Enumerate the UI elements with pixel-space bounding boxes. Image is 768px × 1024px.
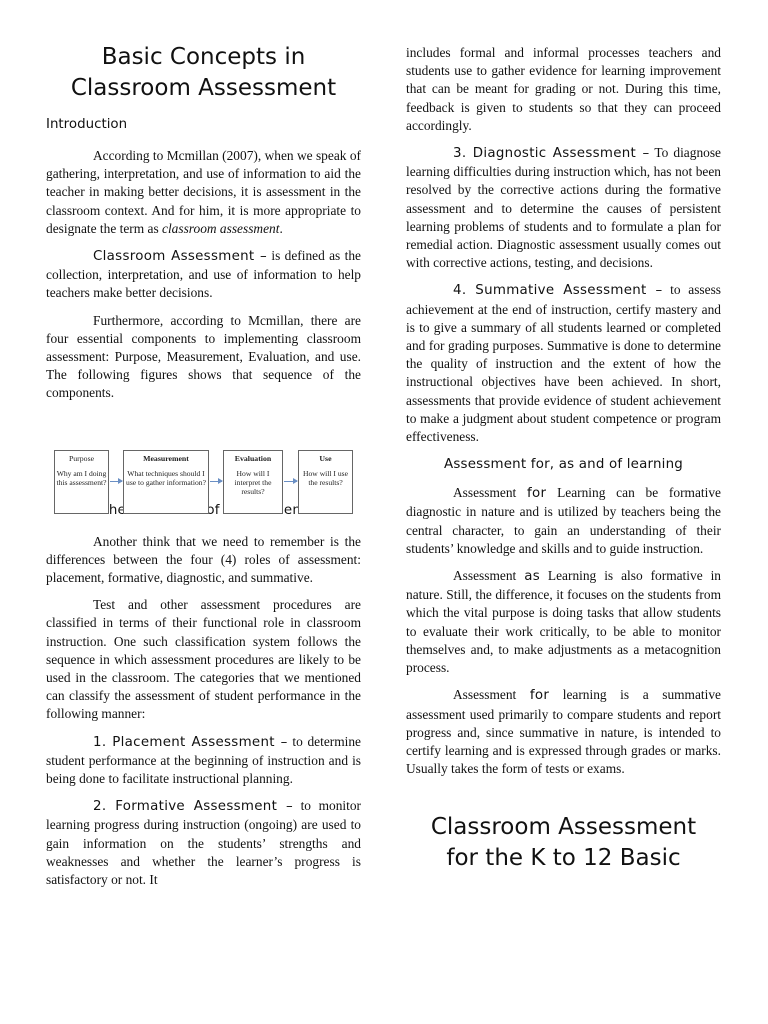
figure-box-measurement xyxy=(123,450,209,514)
formative-term: 2. Formative Assessment – xyxy=(93,799,293,815)
left-column xyxy=(46,0,361,889)
page-title-line2: Classroom Assessment xyxy=(70,75,337,101)
afl-keyword: for xyxy=(527,486,547,502)
classification-paragraph: Test and other assessment procedures are classified in terms of their functional role in classroom instruction. One such classification system follows the sequence in which assessment procedures are likely to be used in the classroom. The categories that we mentioned can classify the assessment of student performance in the following manner: xyxy=(46,597,361,722)
figure-box-text: Why am I doing this assessment? xyxy=(56,469,107,487)
intro-text: According to Mcmillan (2007), when we speak of gathering, interpretation, and use of information to aid the teacher in making better decisions, it is assessment in the classroom context. And for him, it is more appropriate to designate the term as xyxy=(46,148,361,236)
components-paragraph: Furthermore, according to Mcmillan, there are four essential components to implementing classroom assessment: Purpose, Measurement, Evaluation, and use. The following figures shows that sequence of the components. xyxy=(46,312,361,401)
section-title-line2: for the K to 12 Basic xyxy=(446,845,681,872)
assessment-for-as-of-heading: Assessment for, as and of learning xyxy=(444,457,683,473)
aol-lead: Assessment xyxy=(453,687,530,703)
diagnostic-text: To diagnose learning difficulties during instruction which, has not been resolved by the corrective actions during the formative assessment and to determine the causes of persistent learning problems of students and to formulate a plan for remedial action. Diagnostic assessment usually comes out with corrective actions, testing, and decisions. xyxy=(406,145,721,271)
four-roles-heading: The of xyxy=(100,502,220,518)
formative-continued: includes formal and informal processes teachers and students use to gather evidence for learning improvement that can be meant for grading or not. During this time, feedback is given to students so that they can proceed accordingly. xyxy=(406,45,721,133)
assessment-as-learning-paragraph xyxy=(406,567,721,677)
arrow-right-icon xyxy=(210,481,222,482)
summative-assessment-item xyxy=(406,281,721,446)
aal-keyword: as xyxy=(524,569,540,585)
figure-box-purpose xyxy=(54,450,109,514)
figure-box-evaluation xyxy=(223,450,283,514)
roles-paragraph: Another think that we need to remember is the differences between the four (4) roles of assessment: placement, formative, diagnostic, and summative. xyxy=(46,533,361,586)
diagnostic-term: 3. Diagnostic Assessment – xyxy=(453,146,650,162)
arrow-right-icon xyxy=(284,481,297,482)
right-column xyxy=(406,0,721,874)
figure-box-text: How will I interpret the results? xyxy=(234,469,272,496)
afl-text: Learning can be formative diagnostic in nature and is utilized by teachers being the central character, to gain an understanding of their students’ knowledge and skills and to guide instruction. xyxy=(406,485,721,556)
section-title-k12 xyxy=(406,812,721,874)
assessment-components-figure xyxy=(54,448,354,516)
definition-term: Classroom Assessment – xyxy=(93,249,267,265)
summative-text: to assess achievement at the end of instruction, certify mastery and is to give a summary of all students learned or completed and for grading purposes. Summative is done to determine the quality of instruction and the extent of how the instructional objectives have been achieved. In short, assessments that provide evidence of student achievement to make a judgment about student competence or program effectiveness. xyxy=(406,282,721,445)
section-title-line1: Classroom Assessment xyxy=(430,814,697,841)
page-title xyxy=(46,42,361,104)
figure-box-text: How will I use the results? xyxy=(303,469,348,487)
assessment-of-learning-paragraph xyxy=(406,686,721,778)
intro-text-end: . xyxy=(279,220,283,236)
placement-assessment-item xyxy=(46,733,361,789)
introduction-heading: Introduction xyxy=(46,117,128,132)
figure-box-text: What techniques should I use to gather information? xyxy=(126,469,206,487)
arrow-right-icon xyxy=(110,481,122,482)
assessment-for-learning-paragraph xyxy=(406,484,721,558)
placement-term: 1. Placement Assessment – xyxy=(93,734,288,750)
summative-term: 4. Summative Assessment – xyxy=(453,283,663,299)
afl-lead: Assessment xyxy=(453,485,527,501)
formative-assessment-item xyxy=(46,797,361,889)
formative-text: to monitor learning progress during instruction (ongoing) are used to gain information on the students’ strengths and weaknesses and whether the learner’s progress is satisfactory or not. It xyxy=(46,798,362,888)
figure-box-use xyxy=(298,450,353,514)
aol-keyword: for xyxy=(529,688,550,704)
aol-text: learning is a summative assessment used primarily to compare students and report progress and, since summative in nature, is intended to certify learning and is expressed through grades or marks. Usually takes the form of tests or exams. xyxy=(406,687,721,777)
figure-box-title: Measurement xyxy=(143,454,189,463)
figure-box-title: Use xyxy=(319,454,332,463)
placement-text: to determine student performance at the beginning of instruction and is being done to facilitate instructional planning. xyxy=(46,733,361,787)
figure-box-title: Evaluation xyxy=(234,454,272,463)
aal-lead: Assessment xyxy=(453,568,525,584)
aal-text: Learning is also formative in nature. Still, the difference, it focuses on the students from which the vital purpose is doing tasks that allow students to evaluate their work critically, to be able to monitor themselves and, to make adjustments as a metacognition process. xyxy=(406,568,721,676)
figure-box-title: Purpose xyxy=(68,454,95,463)
page-title-line1: Basic Concepts in xyxy=(101,44,306,70)
intro-paragraph xyxy=(46,147,361,238)
classroom-assessment-definition xyxy=(46,247,361,303)
intro-emphasis: classroom assessment xyxy=(162,220,280,236)
diagnostic-assessment-item xyxy=(406,144,721,272)
definition-text: is defined as the collection, interpretation, and use of information to help teachers make better decisions. xyxy=(46,248,361,301)
